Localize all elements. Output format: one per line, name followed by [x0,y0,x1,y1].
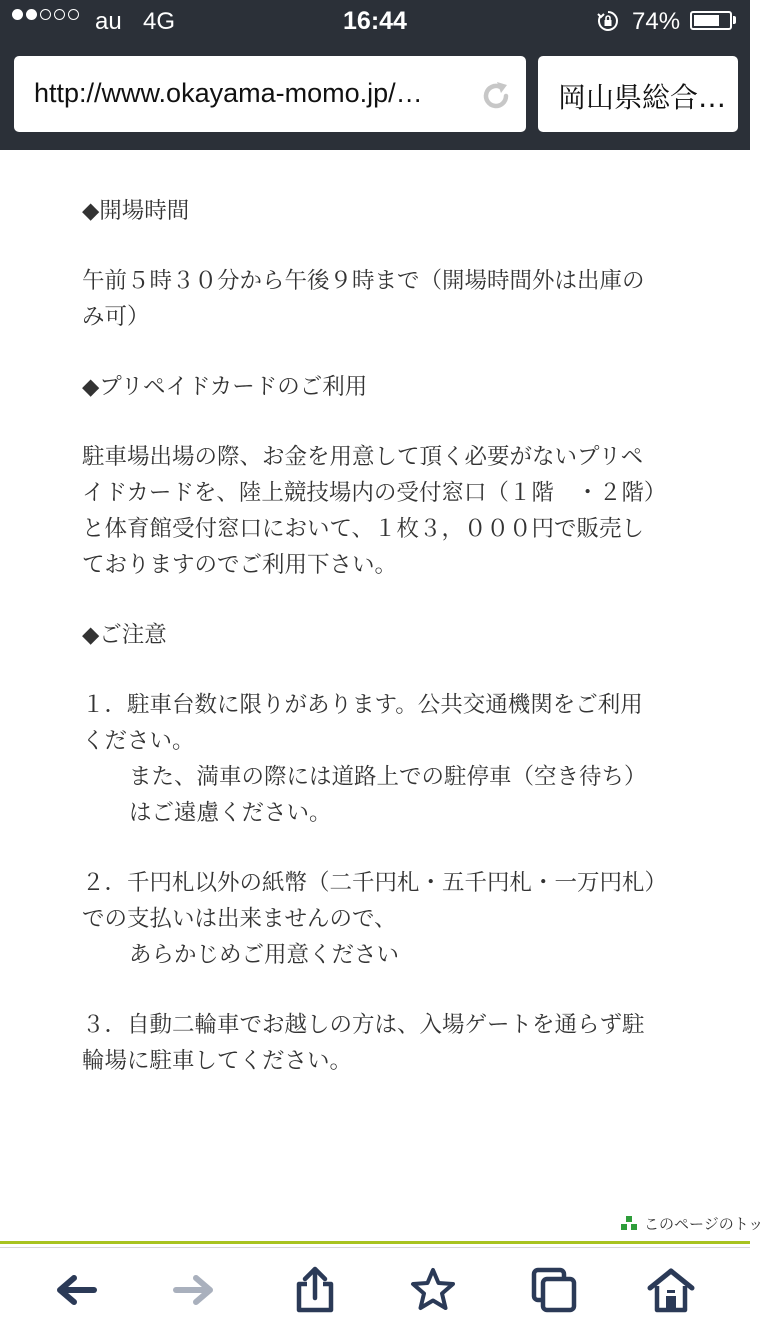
carrier-name: au [95,8,122,35]
green-squares-icon [620,1215,638,1231]
bookmark-star-icon[interactable] [409,1266,457,1314]
prepaid-card-text: 駐車場出場の際、お金を用意して頂く必要がないプリペイドカードを、陸上競技場内の受付窓口（１階 ・２階）と体育館受付窓口において、１枚３，０００円で販売しておりますのでご利用下さい。 [82,444,656,578]
tab-title[interactable]: 岡山県総合… [558,81,727,114]
battery-icon [690,11,732,30]
tabs-icon[interactable] [530,1266,578,1314]
bottom-toolbar [0,1247,750,1335]
home-icon[interactable] [647,1266,695,1314]
back-arrow-icon[interactable] [52,1266,100,1314]
opening-hours-text: 午前５時３０分から午後９時まで（開場時間外は出庫のみ可） [82,268,645,330]
browser-chrome [0,0,750,150]
forward-arrow-icon[interactable] [170,1266,218,1314]
battery-percentage: 74% [632,8,681,35]
note-3: ３．自動二輪車でお越しの方は、入場ゲートを通らず駐輪場に駐車してください。 [82,1012,645,1074]
article-content [82,193,662,1079]
page-top-label[interactable]: このページのトッ [644,1214,763,1233]
rotation-lock-icon [596,9,620,33]
heading-notes: ◆ご注意 [82,622,167,648]
tab-title-box[interactable] [538,56,738,132]
status-time: 16:44 [343,7,407,35]
url-text[interactable]: http://www.okayama-momo.jp/… [34,78,423,108]
note-1-continued: また、満車の際には道路上での駐停車（空き待ち）はご遠慮ください。 [129,764,647,826]
heading-prepaid-card: ◆プリペイドカードのご利用 [82,374,368,400]
note-2-continued: あらかじめご用意ください [129,942,400,968]
note-2: ２．千円札以外の紙幣（二千円札・五千円札・一万円札）での支払いは出来ませんので、 [82,870,656,932]
battery-terminal [733,16,736,24]
share-icon[interactable] [291,1266,339,1314]
heading-opening-hours: ◆開場時間 [82,198,190,224]
divider [0,1241,750,1244]
note-1: １．駐車台数に限りがあります。公共交通機関をご利用ください。 [82,692,643,754]
network-type: 4G [143,8,176,35]
status-bar [0,0,750,42]
address-bar[interactable] [14,56,526,132]
reload-icon[interactable] [480,80,512,112]
battery-level-fill [694,15,719,26]
page-top-link[interactable] [620,1210,763,1236]
